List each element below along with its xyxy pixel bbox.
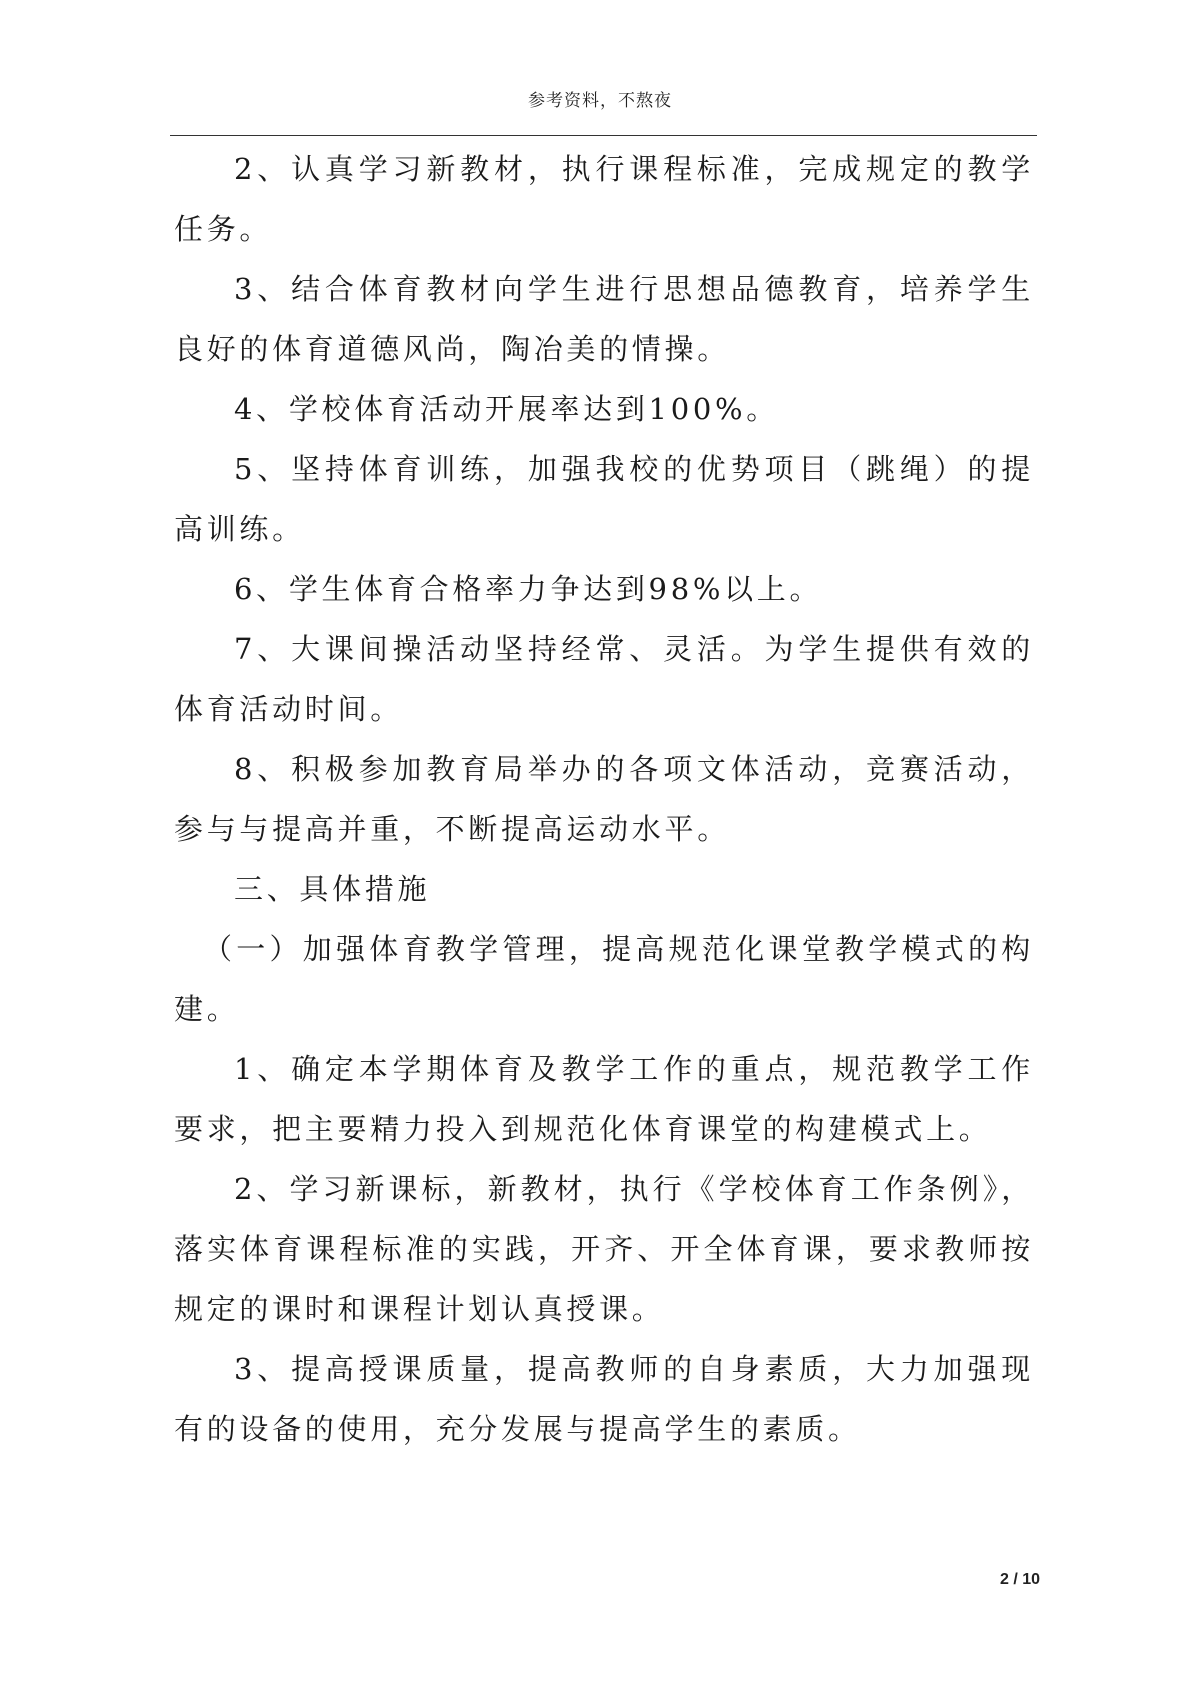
page-number: 2 / 10 — [999, 1571, 1040, 1588]
paragraph-item-4: 4、学校体育活动开展率达到100%。 — [234, 392, 779, 426]
measure-item-2: 2、学习新课标，新教材，执行《学校体育工作条例》，落实体育课程标准的实践，开齐、开全体育课，要求教师按规定的课时和课程计划认真授课。 — [174, 1172, 1034, 1326]
paragraph-item-7: 7、大课间操活动坚持经常、灵活。为学生提供有效的体育活动时间。 — [174, 632, 1034, 726]
paragraph-item-2: 2、认真学习新教材，执行课程标准，完成规定的教学任务。 — [174, 152, 1034, 246]
paragraph-item-3: 3、结合体育教材向学生进行思想品德教育，培养学生良好的体育道德风尚，陶冶美的情操。 — [174, 272, 1034, 366]
paragraph-item-5: 5、坚持体育训练，加强我校的优势项目（跳绳）的提高训练。 — [174, 452, 1034, 546]
measure-item-1: 1、确定本学期体育及教学工作的重点，规范教学工作要求，把主要精力投入到规范化体育课堂的构建模式上。 — [174, 1052, 1034, 1146]
header-divider — [170, 135, 1037, 136]
subsection-heading-1: （一）加强体育教学管理，提高规范化课堂教学模式的构建。 — [174, 932, 1034, 1026]
document-body — [174, 139, 1034, 1459]
paragraph-item-6: 6、学生体育合格率力争达到98%以上。 — [234, 572, 823, 606]
paragraph-item-8: 8、积极参加教育局举办的各项文体活动，竞赛活动，参与与提高并重，不断提高运动水平。 — [174, 752, 1034, 846]
page-header: 参考资料，不熬夜 — [528, 91, 672, 111]
measure-item-3: 3、提高授课质量，提高教师的自身素质，大力加强现有的设备的使用，充分发展与提高学生的素质。 — [174, 1352, 1034, 1446]
section-heading-measures: 三、具体措施 — [234, 872, 431, 906]
